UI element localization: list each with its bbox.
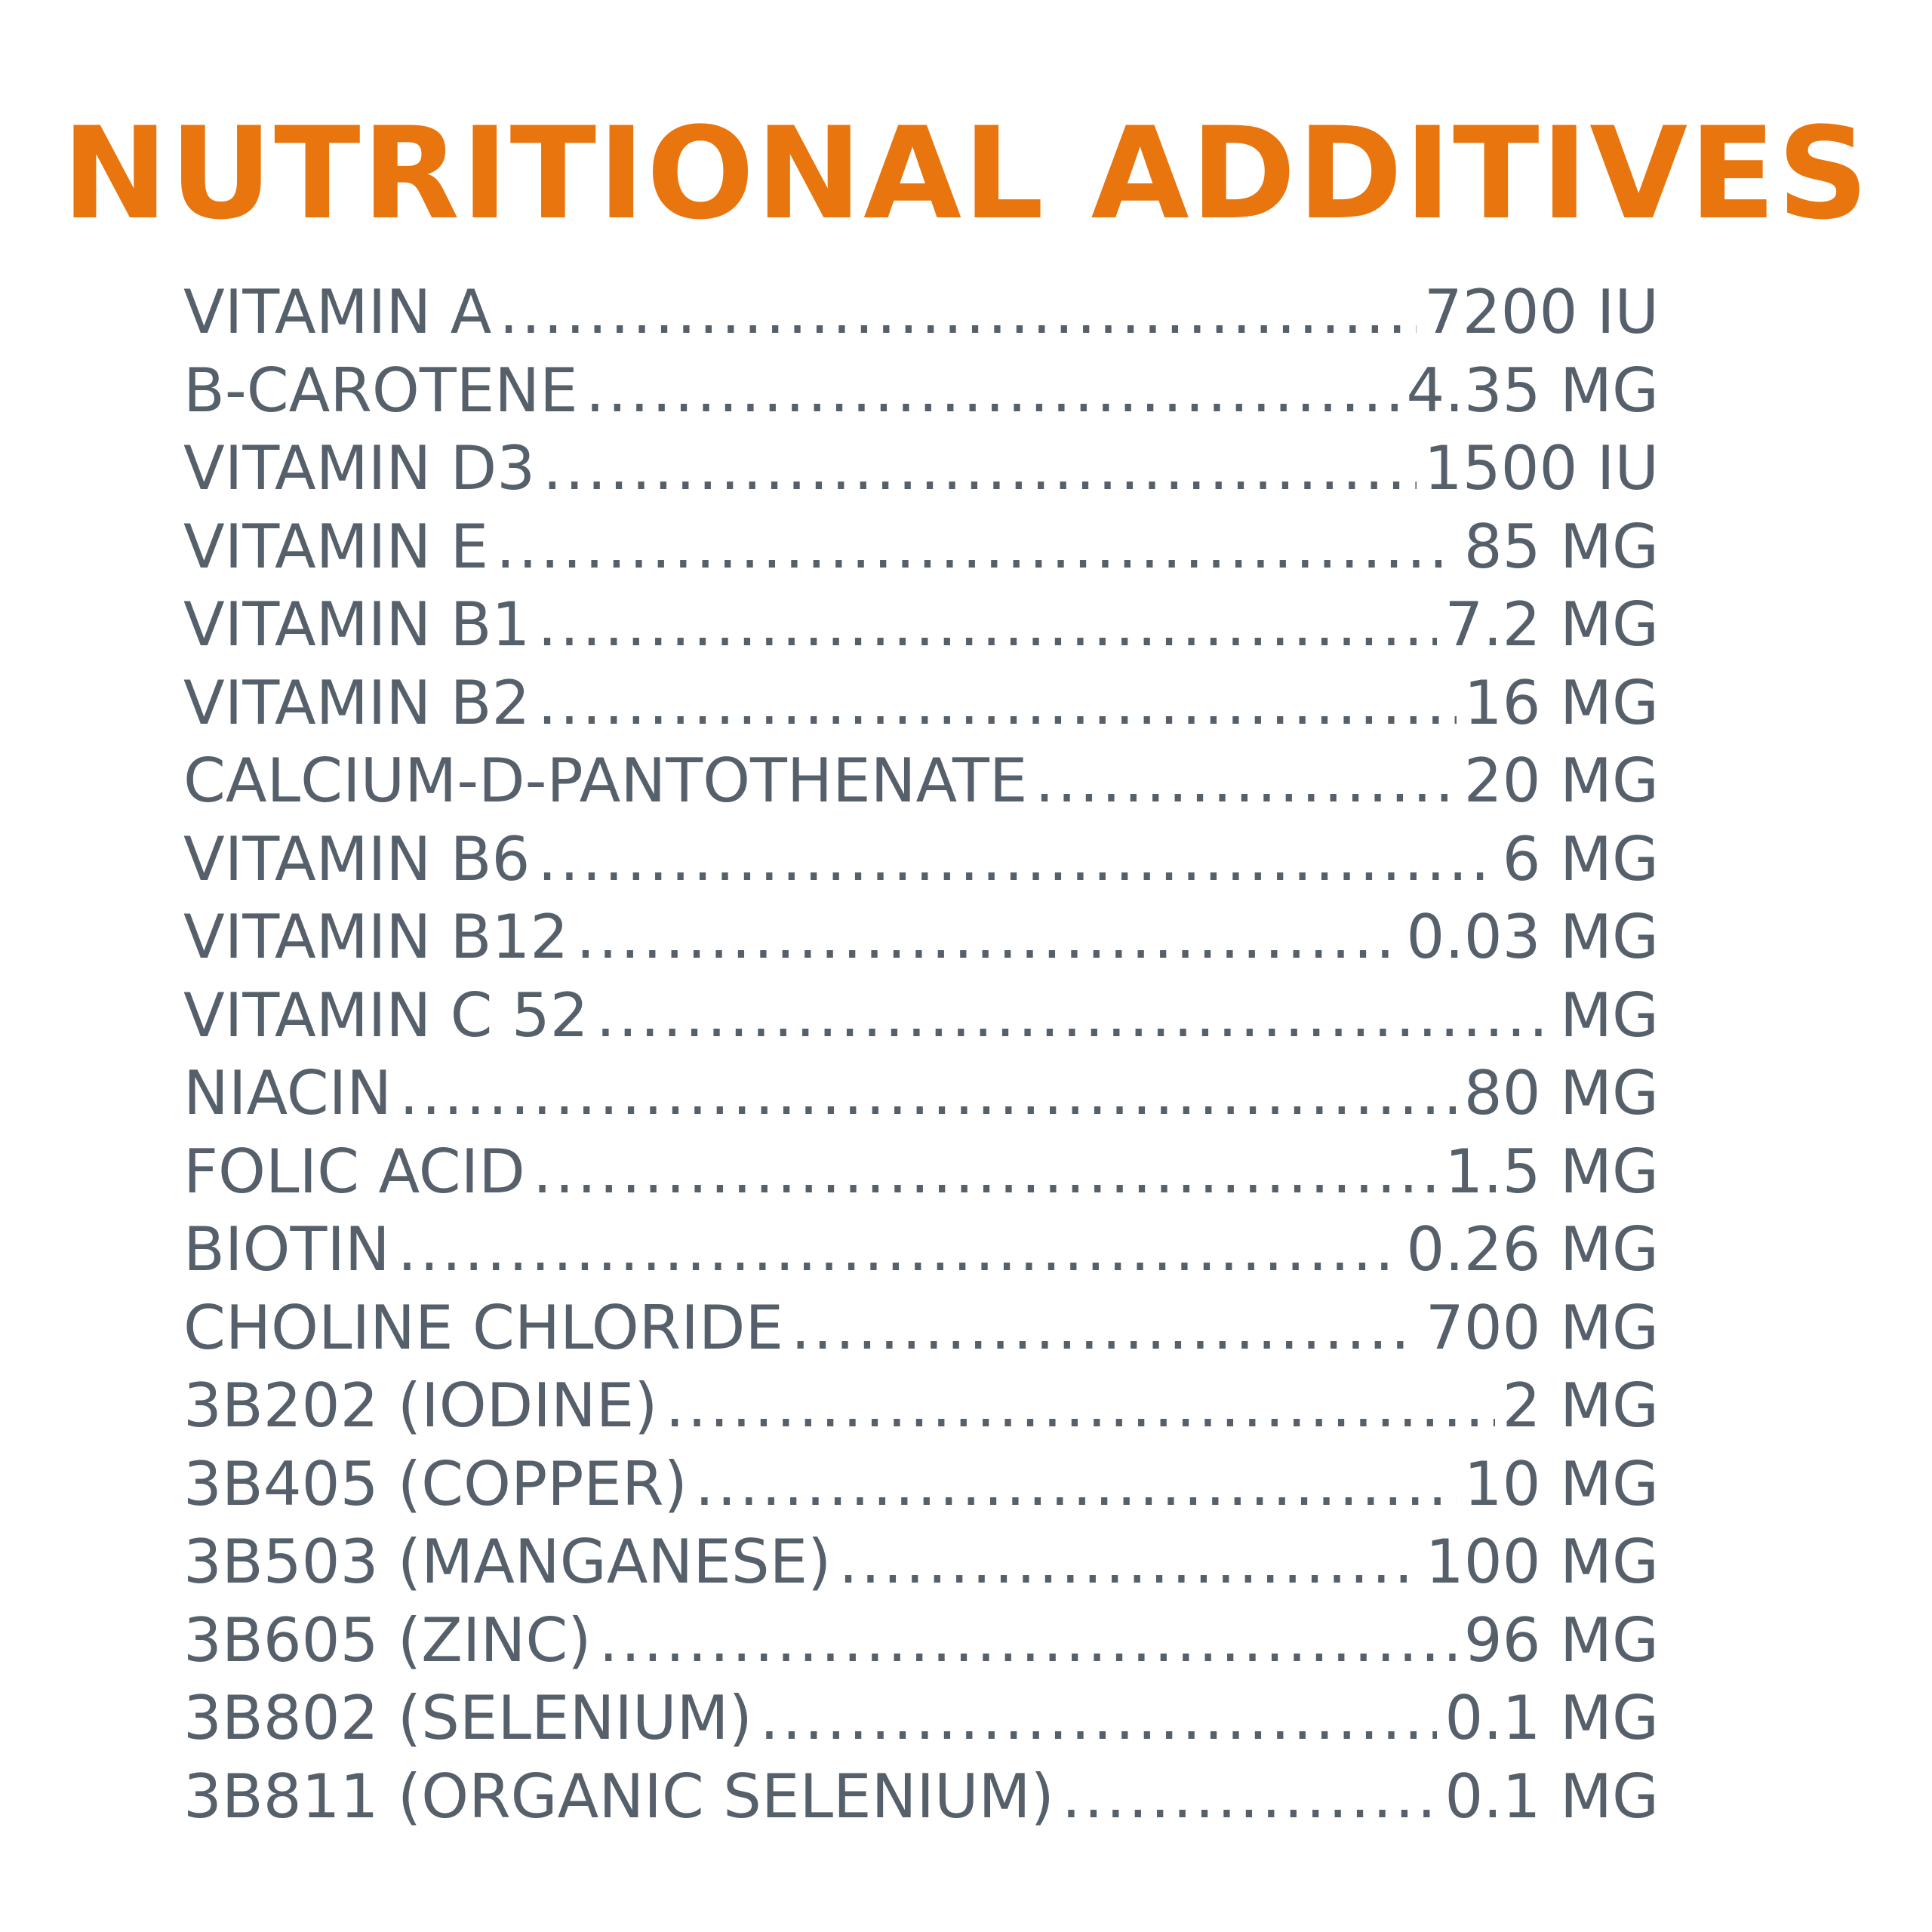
item-name: 3B405 (COPPER) — [183, 1448, 688, 1519]
list-item — [183, 820, 1659, 899]
item-value: 85 MG — [1463, 511, 1659, 582]
item-value: 1.5 MG — [1444, 1136, 1659, 1207]
list-item — [183, 429, 1659, 508]
list-item — [183, 898, 1659, 977]
item-name: VITAMIN B12 — [183, 902, 569, 972]
item-value: 0.03 MG — [1406, 902, 1659, 972]
list-item — [183, 1523, 1659, 1601]
item-value: 96 MG — [1463, 1604, 1659, 1675]
item-name: 3B802 (SELENIUM) — [183, 1683, 752, 1753]
item-value: 7200 IU — [1423, 277, 1659, 347]
dot-leader — [533, 1133, 1438, 1211]
list-item — [183, 1133, 1659, 1211]
dot-leader — [398, 1211, 1399, 1289]
list-item — [183, 1601, 1659, 1680]
item-value: 7.2 MG — [1444, 589, 1659, 660]
dot-leader — [665, 1367, 1494, 1445]
item-value: 700 MG — [1425, 1292, 1659, 1363]
item-name: VITAMIN C 52 — [183, 980, 589, 1051]
item-value: 10 MG — [1463, 1448, 1659, 1519]
dot-leader — [695, 1445, 1457, 1524]
item-name: NIACIN — [183, 1058, 392, 1128]
item-name: VITAMIN B6 — [183, 823, 531, 894]
item-value: 100 MG — [1425, 1527, 1659, 1597]
dot-leader — [496, 508, 1457, 586]
item-name: VITAMIN E — [183, 511, 489, 582]
dot-leader — [537, 820, 1494, 899]
item-value: 6 MG — [1502, 823, 1659, 894]
list-item — [183, 586, 1659, 664]
item-name: CALCIUM-D-PANTOTHENATE — [183, 746, 1028, 816]
item-value: 80 MG — [1463, 1058, 1659, 1128]
item-name: VITAMIN A — [183, 277, 492, 347]
additives-list — [183, 273, 1659, 1835]
item-value: 2 MG — [1502, 1371, 1659, 1441]
list-item — [183, 1679, 1659, 1758]
list-item — [183, 1211, 1659, 1289]
item-name: 3B202 (IODINE) — [183, 1371, 658, 1441]
item-value: 0.1 MG — [1444, 1683, 1659, 1753]
dot-leader — [838, 1523, 1418, 1601]
dot-leader — [499, 273, 1417, 352]
item-value: 0.1 MG — [1444, 1761, 1659, 1832]
dot-leader — [537, 586, 1437, 664]
page-title: NUTRITIONAL ADDITIVES — [62, 100, 1870, 248]
list-item — [183, 1054, 1659, 1133]
item-name: 3B605 (ZINC) — [183, 1604, 592, 1675]
list-item — [183, 742, 1659, 820]
list-item — [183, 1758, 1659, 1836]
item-name: FOLIC ACID — [183, 1136, 525, 1207]
item-value: 16 MG — [1463, 667, 1659, 738]
item-name: CHOLINE CHLORIDE — [183, 1292, 783, 1363]
dot-leader — [596, 977, 1552, 1055]
dot-leader — [537, 664, 1456, 743]
dot-leader — [586, 352, 1399, 430]
dot-leader — [1035, 742, 1456, 820]
dot-leader — [598, 1601, 1456, 1680]
dot-leader — [576, 898, 1398, 977]
list-item — [183, 664, 1659, 743]
item-value: 20 MG — [1463, 746, 1659, 816]
dot-leader — [791, 1289, 1418, 1367]
item-name: VITAMIN B1 — [183, 589, 531, 660]
item-name: 3B503 (MANGANESE) — [183, 1527, 832, 1597]
item-value: 1500 IU — [1423, 433, 1659, 503]
dot-leader — [543, 429, 1417, 508]
list-item — [183, 977, 1659, 1055]
item-name: B-CAROTENE — [183, 355, 578, 426]
list-item — [183, 1445, 1659, 1524]
item-name: VITAMIN D3 — [183, 433, 536, 503]
item-name: BIOTIN — [183, 1214, 390, 1284]
dot-leader — [760, 1679, 1438, 1758]
item-value: MG — [1559, 980, 1659, 1051]
item-name: 3B811 (ORGANIC SELENIUM) — [183, 1761, 1054, 1832]
item-value: 0.26 MG — [1406, 1214, 1659, 1284]
item-name: VITAMIN B2 — [183, 667, 531, 738]
list-item — [183, 352, 1659, 430]
item-value: 4.35 MG — [1406, 355, 1659, 426]
list-item — [183, 1367, 1659, 1445]
list-item — [183, 508, 1659, 586]
list-item — [183, 1289, 1659, 1367]
dot-leader — [1062, 1758, 1438, 1836]
dot-leader — [399, 1054, 1457, 1133]
list-item — [183, 273, 1659, 352]
